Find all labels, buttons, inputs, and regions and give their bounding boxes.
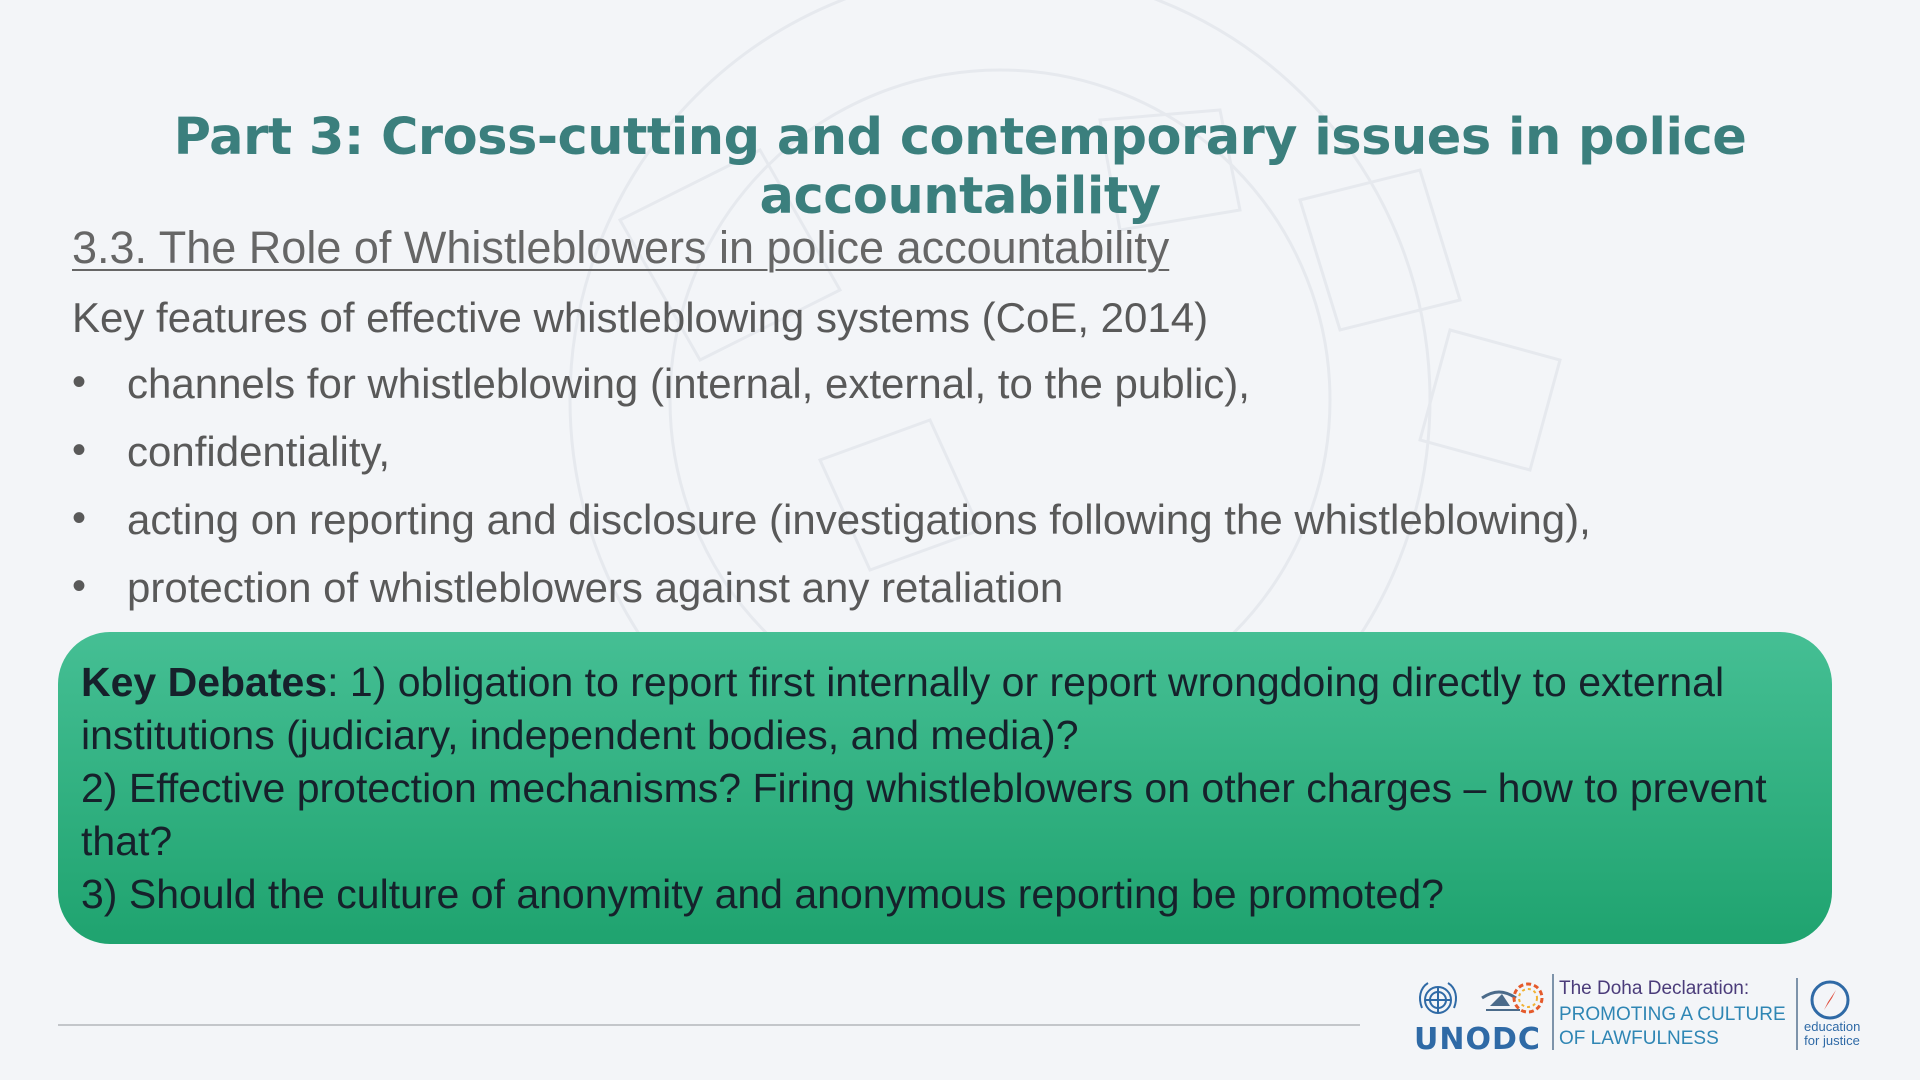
debate-line-2: 2) Effective protection mechanisms? Firing whistleblowers on other charges – how to prevent that? <box>81 765 1767 864</box>
bullet-text: protection of whistleblowers against any retaliation <box>127 564 1064 611</box>
bullet-item <box>72 564 1591 632</box>
unodc-wordmark: UNODC <box>1414 1022 1541 1057</box>
bullet-dot: • <box>72 564 87 608</box>
bullet-dot: • <box>72 428 87 472</box>
education-for-justice-text <box>1804 1020 1860 1048</box>
bullet-text: channels for whistleblowing (internal, external, to the public), <box>127 360 1250 407</box>
bullet-item <box>72 360 1591 428</box>
debate-line-3: 3) Should the culture of anonymity and anonymous reporting be promoted? <box>81 871 1444 917</box>
bullet-item <box>72 496 1591 564</box>
intro-text: Key features of effective whistleblowing systems (CoE, 2014) <box>72 294 1209 341</box>
logo-separator <box>1552 974 1554 1050</box>
bullet-dot: • <box>72 496 87 540</box>
e4j-line-1: education <box>1804 1019 1861 1034</box>
e4j-line-2: for justice <box>1804 1033 1860 1048</box>
debate-text-1: : 1) obligation to report first internally or report wrongdoing directly to external institutions (judiciary, independent bodies, and media)? <box>81 659 1725 758</box>
doha-declaration-logo-icon <box>1476 976 1546 1024</box>
footer-divider <box>58 1024 1360 1026</box>
debates-heading: Key Debates <box>81 659 328 705</box>
doha-tagline-1: PROMOTING A CULTURE <box>1559 1004 1786 1025</box>
footer-logos <box>1414 974 1874 1056</box>
bullet-dot: • <box>72 360 87 404</box>
doha-title: The Doha Declaration: <box>1559 978 1750 999</box>
section-subtitle: 3.3. The Role of Whistleblowers in police accountability <box>72 222 1170 273</box>
logo-separator <box>1796 978 1798 1050</box>
doha-tagline-2: OF LAWFULNESS <box>1559 1028 1719 1049</box>
bullet-item <box>72 428 1591 496</box>
debate-line-1 <box>81 656 1808 762</box>
un-emblem-icon <box>1414 978 1462 1022</box>
slide-title: Part 3: Cross-cutting and contemporary issues in police accountability <box>173 108 1747 226</box>
education-for-justice-compass-icon <box>1808 978 1852 1022</box>
bullet-text: confidentiality, <box>127 428 391 475</box>
feature-bullet-list <box>72 360 1591 632</box>
bullet-text: acting on reporting and disclosure (investigations following the whistleblowing), <box>127 496 1591 543</box>
key-debates-box <box>58 632 1832 944</box>
